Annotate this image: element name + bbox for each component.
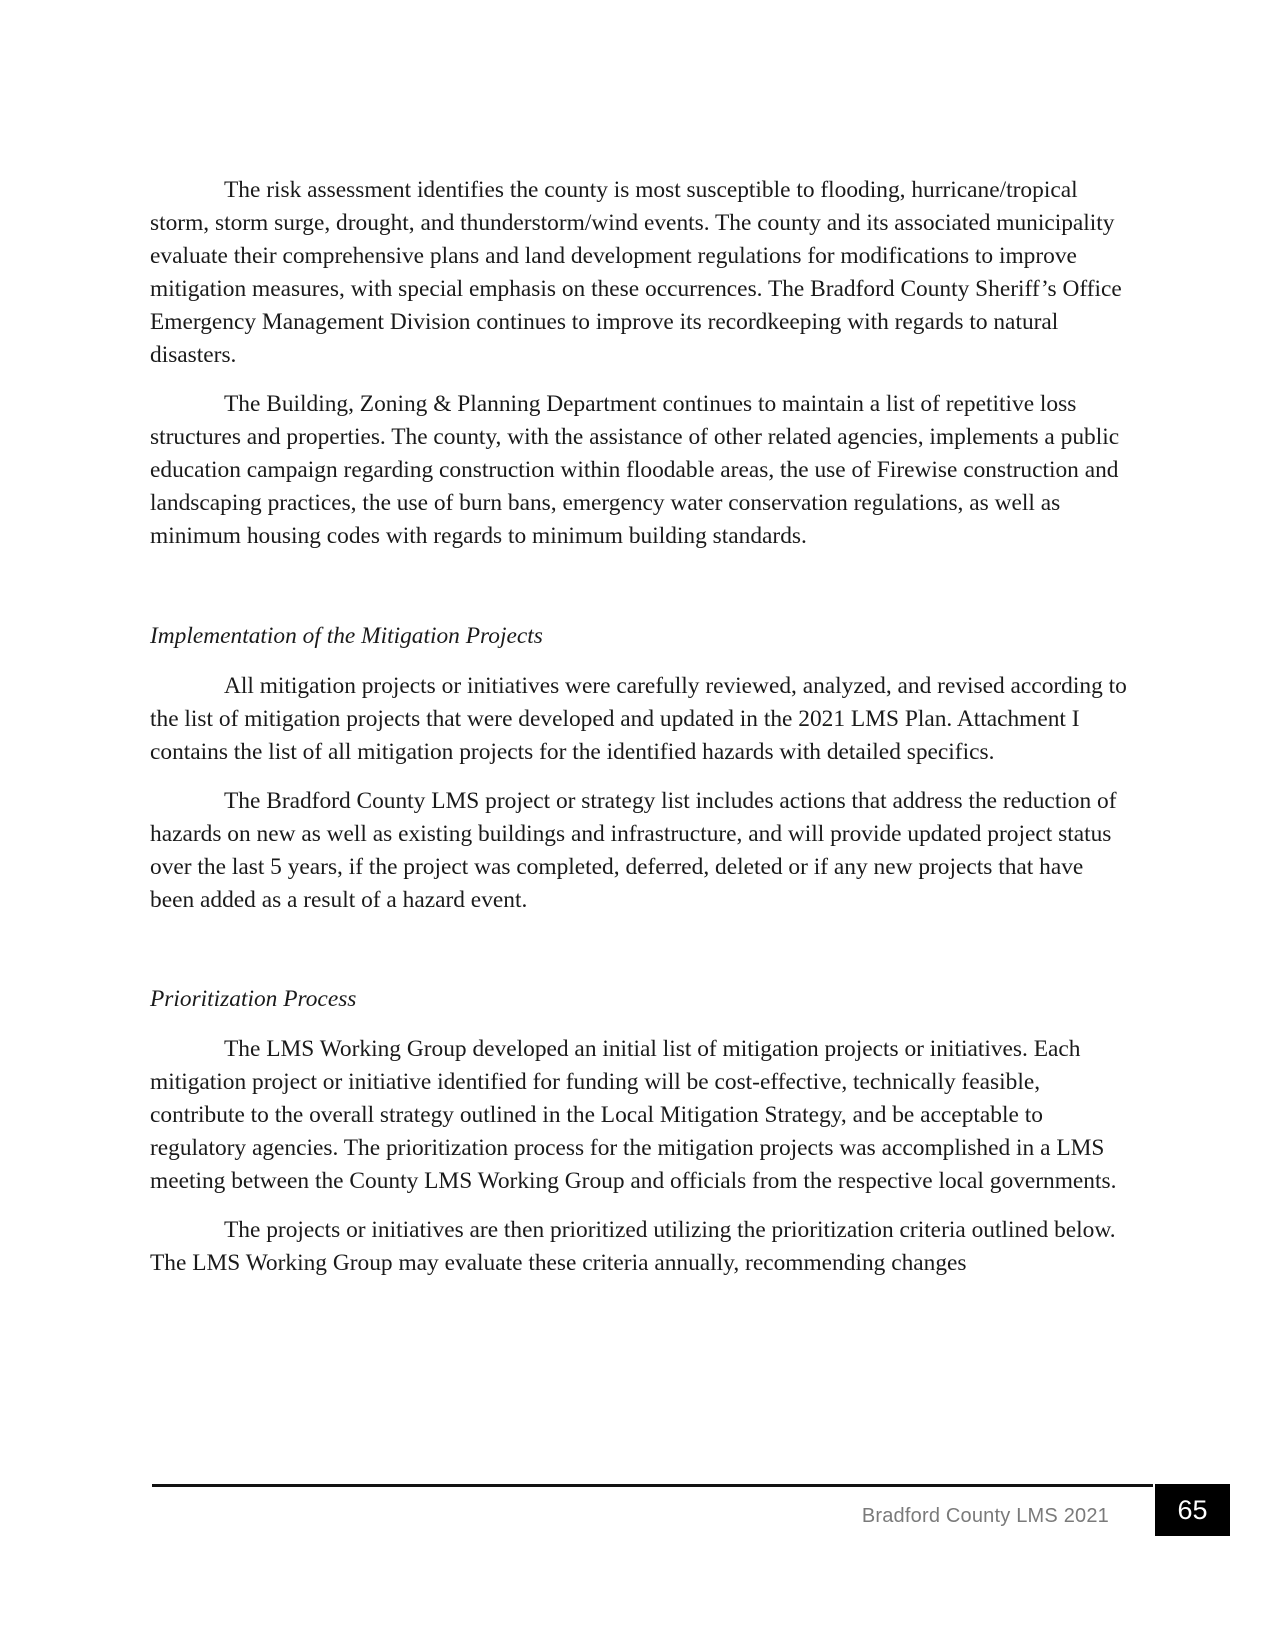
section-heading-implementation: Implementation of the Mitigation Projects	[150, 623, 543, 649]
prioritization-paragraph-1: The LMS Working Group developed an initial list of mitigation projects or initiatives. Each mitigation project or initiative identified for funding will be cost-effective, technically feasible, contribute to the overall strategy outlined in the Local Mitigation Strategy, and be acceptable to regulatory agencies. The prioritization process for the mitigation projects was accomplished in a LMS meeting between the County LMS Working Group and officials from the respective local governments.	[150, 1036, 1117, 1194]
prioritization-paragraph-2: The projects or initiatives are then prioritized utilizing the prioritization criteria outlined below. The LMS Working Group may evaluate these criteria annually, recommending changes	[150, 1217, 1116, 1276]
implementation-paragraph-1: All mitigation projects or initiatives were carefully reviewed, analyzed, and revised according to the list of mitigation projects that were developed and updated in the 2021 LMS Plan. Attachment I contains the list of all mitigation projects for the identified hazards with detailed specifics.	[150, 673, 1127, 765]
section-heading-prioritization: Prioritization Process	[150, 986, 357, 1012]
page-number: 65	[1155, 1484, 1230, 1536]
footer-document-title: Bradford County LMS 2021	[861, 1505, 1109, 1527]
intro-paragraph-2: The Building, Zoning & Planning Department continues to maintain a list of repetitive loss structures and properties. The county, with the assistance of other related agencies, implements a public education campaign regarding construction within floodable areas, the use of Firewise construction and landscaping practices, the use of burn bans, emergency water conservation regulations, as well as minimum housing codes with regards to minimum building standards.	[150, 391, 1120, 549]
section-spacer	[150, 569, 1130, 620]
implementation-paragraph-2: The Bradford County LMS project or strategy list includes actions that address the reduction of hazards on new as well as existing buildings and infrastructure, and will provide updated project status over the last 5 years, if the project was completed, deferred, deleted or if any new projects that have been added as a result of a hazard event.	[150, 788, 1117, 913]
document-body	[150, 174, 1130, 1296]
intro-paragraph-1: The risk assessment identifies the county is most susceptible to flooding, hurricane/tropical storm, storm surge, drought, and thunderstorm/wind events. The county and its associated municipality evaluate their comprehensive plans and land development regulations for modifications to improve mitigation measures, with special emphasis on these occurrences. The Bradford County Sheriff’s Office Emergency Management Division continues to improve its recordkeeping with regards to natural disasters.	[150, 177, 1122, 368]
footer-divider	[152, 1484, 1153, 1487]
section-spacer	[150, 933, 1130, 983]
